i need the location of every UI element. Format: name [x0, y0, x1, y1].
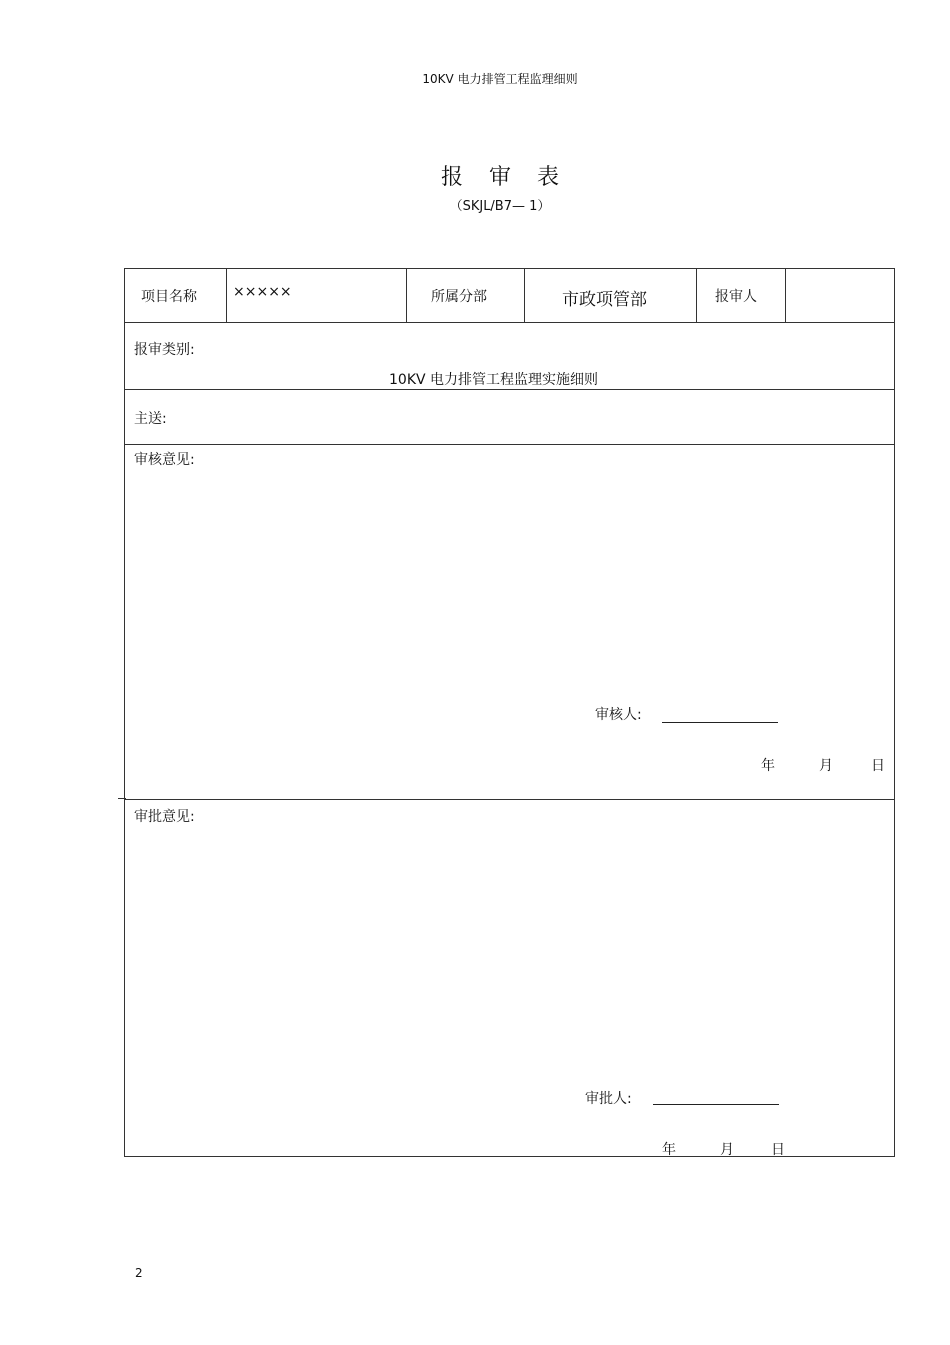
- review-day-label: 日: [871, 758, 885, 774]
- column-divider: [785, 269, 786, 322]
- approval-month-label: 月: [720, 1142, 734, 1158]
- send-to-label: 主送:: [134, 411, 167, 427]
- project-name-value[interactable]: ×××××: [233, 284, 292, 300]
- column-divider: [406, 269, 407, 322]
- approval-opinion-label: 审批意见:: [134, 809, 195, 825]
- column-divider: [696, 269, 697, 322]
- reviewer-label: 审核人:: [595, 707, 642, 723]
- row-divider: [125, 389, 894, 390]
- category-value[interactable]: 10KV 电力排管工程监理实施细则: [389, 372, 599, 388]
- title-text: 报审表: [440, 165, 585, 190]
- review-form-table: [124, 268, 895, 1157]
- approval-year-label: 年: [662, 1142, 676, 1158]
- review-month-label: 月: [819, 758, 833, 774]
- review-year-label: 年: [761, 758, 775, 774]
- category-label: 报审类别:: [134, 342, 195, 358]
- margin-tick-mark: [118, 798, 126, 799]
- column-divider: [226, 269, 227, 322]
- department-value[interactable]: 市政项管部: [562, 290, 647, 310]
- review-opinion-label: 审核意见:: [134, 452, 195, 468]
- department-label: 所属分部: [431, 289, 487, 305]
- reviewer-signature-line[interactable]: [662, 722, 778, 723]
- approver-label: 审批人:: [585, 1091, 632, 1107]
- submitter-label: 报审人: [715, 289, 757, 305]
- project-name-label: 项目名称: [141, 289, 197, 305]
- document-title: [0, 160, 950, 191]
- row-divider: [125, 799, 894, 800]
- row-divider: [125, 444, 894, 445]
- approval-day-label: 日: [771, 1142, 785, 1158]
- page-number: 2: [135, 1266, 143, 1280]
- row-divider: [125, 322, 894, 323]
- approver-signature-line[interactable]: [653, 1104, 779, 1105]
- form-code: （SKJL/B7— 1）: [449, 199, 551, 214]
- running-header: 10KV 电力排管工程监理细则: [422, 72, 578, 86]
- column-divider: [524, 269, 525, 322]
